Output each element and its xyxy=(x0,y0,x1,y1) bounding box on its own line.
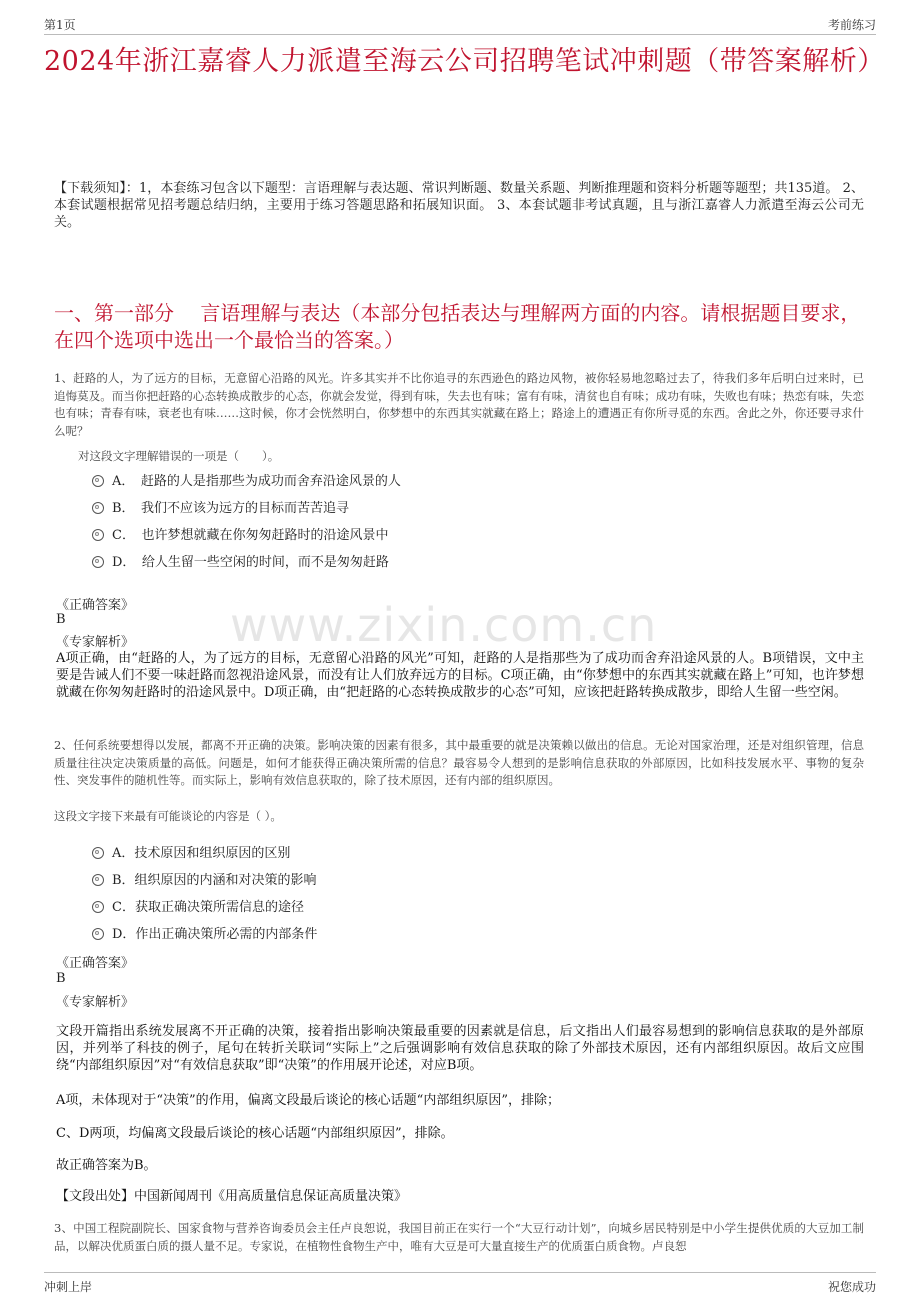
page-number: 第1页 xyxy=(44,18,76,32)
option-label: D．作出正确决策所必需的内部条件 xyxy=(112,927,318,942)
page-header xyxy=(44,12,876,35)
q1-option-c[interactable] xyxy=(92,524,388,544)
footer-left-label: 冲刺上岸 xyxy=(44,1280,93,1294)
q2-stem: 这段文字接下来最有可能谈论的内容是（ ）。 xyxy=(54,809,282,823)
q2-answer: B xyxy=(56,971,66,986)
q2-answer-label: 《正确答案》 xyxy=(56,956,135,971)
radio-icon[interactable] xyxy=(92,556,104,568)
q2-analysis: 文段开篇指出系统发展离不开正确的决策，接着指出影响决策最重要的因素就是信息，后文指出人们最容易想到的影响信息获取的是外部原因，并列举了科技的例子，尾句在转折关联词“实际上”之后强调影响有效信息获取的除了外部技术原因，还有内部组织原因。故后文应围绕“内部组织原因”对“有效信息获取”即“决策”的作用展开论述，对应B项。 xyxy=(56,1024,864,1073)
q2-option-b[interactable] xyxy=(92,869,317,889)
radio-icon[interactable] xyxy=(92,529,104,541)
option-label: C． 也许梦想就藏在你匆匆赶路时的沿途风景中 xyxy=(112,528,389,543)
radio-icon[interactable] xyxy=(92,901,104,913)
q2-analysis-cd: C、D两项，均偏离文段最后谈论的核心话题“内部组织原因”，排除。 xyxy=(56,1126,454,1141)
radio-icon[interactable] xyxy=(92,874,104,886)
download-notice: 【下载须知】：1，本套练习包含以下题型：言语理解与表达题、常识判断题、数量关系题、判断推理题和资料分析题等题型；共135道。 2、本套试题根据常见招考题总结归纳，主要用于练习答题思路和拓展知识面。 3、本套试题非考试真题，且与浙江嘉睿人力派遣至海云公司无关。 xyxy=(54,181,864,230)
q2-analysis-label: 《专家解析》 xyxy=(56,995,135,1010)
watermark: www.zixin.com.cn xyxy=(230,598,658,652)
q1-stem: 对这段文字理解错误的一项是（ ）。 xyxy=(78,449,280,463)
document-title: 2024年浙江嘉睿人力派遣至海云公司招聘笔试冲刺题（带答案解析） xyxy=(44,46,885,77)
q1-option-a[interactable] xyxy=(92,470,401,490)
radio-icon[interactable] xyxy=(92,847,104,859)
q2-passage: 2、任何系统要想得以发展，都离不开正确的决策。影响决策的因素有很多，其中最重要的就是决策赖以做出的信息。无论对国家治理，还是对组织管理，信息质量往往决定决策质量的高低。问题是，如何才能获得正确决策所需的信息？最容易令人想到的是影响信息获取的外部原因，比如科技发展水平、事物的复杂性、突发事件的随机性等。而实际上，影响有效信息获取的，除了技术原因，还有内部的组织原因。 xyxy=(54,738,864,787)
radio-icon[interactable] xyxy=(92,475,104,487)
q2-option-c[interactable] xyxy=(92,896,304,916)
q1-answer: B xyxy=(56,612,66,627)
q1-passage: 1、赶路的人，为了远方的目标，无意留心沿路的风光。许多其实并不比你追寻的东西逊色的路边风物，被你轻易地忽略过去了，待我们多年后明白过来时，已追悔莫及。而当你把赶路的心态转换成散步的心态，你就会发觉，得到有味，失去也有味；富有有味，清贫也自有味；成功有味，失败也有味；热恋有味，失恋也有味；青春有味，衰老也有味……这时候，你才会恍然明白，你梦想中的东西其实就藏在路上；路途上的遭遇正有你所寻觅的东西。舍此之外，你还要寻求什么呢？ xyxy=(54,371,864,438)
option-label: D． 给人生留一些空闲的时间，而不是匆匆赶路 xyxy=(112,555,389,570)
q2-conclusion: 故正确答案为B。 xyxy=(56,1158,157,1173)
section-title: 一、第一部分 言语理解与表达（本部分包括表达与理解两方面的内容。请根据题目要求，在四个选项中选出一个最恰当的答案。） xyxy=(54,301,861,352)
option-label: B． 我们不应该为远方的目标而苦苦追寻 xyxy=(112,501,350,516)
q2-option-d[interactable] xyxy=(92,923,317,943)
radio-icon[interactable] xyxy=(92,928,104,940)
q2-source: 【文段出处】中国新闻周刊《用高质量信息保证高质量决策》 xyxy=(56,1189,408,1204)
option-label: A．技术原因和组织原因的区别 xyxy=(112,846,291,861)
header-right-label: 考前练习 xyxy=(827,18,876,32)
q2-analysis-a: A项，未体现对于“决策”的作用，偏离文段最后谈论的核心话题“内部组织原因”，排除； xyxy=(56,1093,560,1108)
q1-analysis: A项正确，由“赶路的人，为了远方的目标，无意留心沿路的风光”可知，赶路的人是指那些为了成功而舍弃沿途风景的人。B项错误，文中主要是告诫人们不要一味赶路而忽视沿途风景，而没有让人们放弃远方的目标。C项正确，由“你梦想中的东西其实就藏在路上”可知，也许梦想就藏在你匆匆赶路时的沿途风景中。D项正确，由“把赶路的心态转换成散步的心态”可知，应该把赶路转换成散步，即给人生留一些空闲。 xyxy=(56,651,864,700)
q2-option-a[interactable] xyxy=(92,842,290,862)
option-label: A． 赶路的人是指那些为成功而舍弃沿途风景的人 xyxy=(112,474,401,489)
option-label: C．获取正确决策所需信息的途径 xyxy=(112,900,304,915)
q1-option-d[interactable] xyxy=(92,551,389,571)
q1-analysis-label: 《专家解析》 xyxy=(56,635,135,650)
footer-right-label: 祝您成功 xyxy=(827,1280,876,1294)
q1-answer-label: 《正确答案》 xyxy=(56,598,135,613)
page-footer xyxy=(44,1272,876,1297)
q1-option-b[interactable] xyxy=(92,497,349,517)
option-label: B．组织原因的内涵和对决策的影响 xyxy=(112,873,317,888)
radio-icon[interactable] xyxy=(92,502,104,514)
q3-passage: 3、中国工程院副院长、国家食物与营养咨询委员会主任卢良恕说，我国目前正在实行一个“大豆行动计划”，向城乡居民特别是中小学生提供优质的大豆加工制品，以解决优质蛋白质的摄人量不足。专家说，在植物性食物生产中，唯有大豆是可大量直接生产的优质蛋白质食物。卢良恕 xyxy=(54,1221,864,1253)
